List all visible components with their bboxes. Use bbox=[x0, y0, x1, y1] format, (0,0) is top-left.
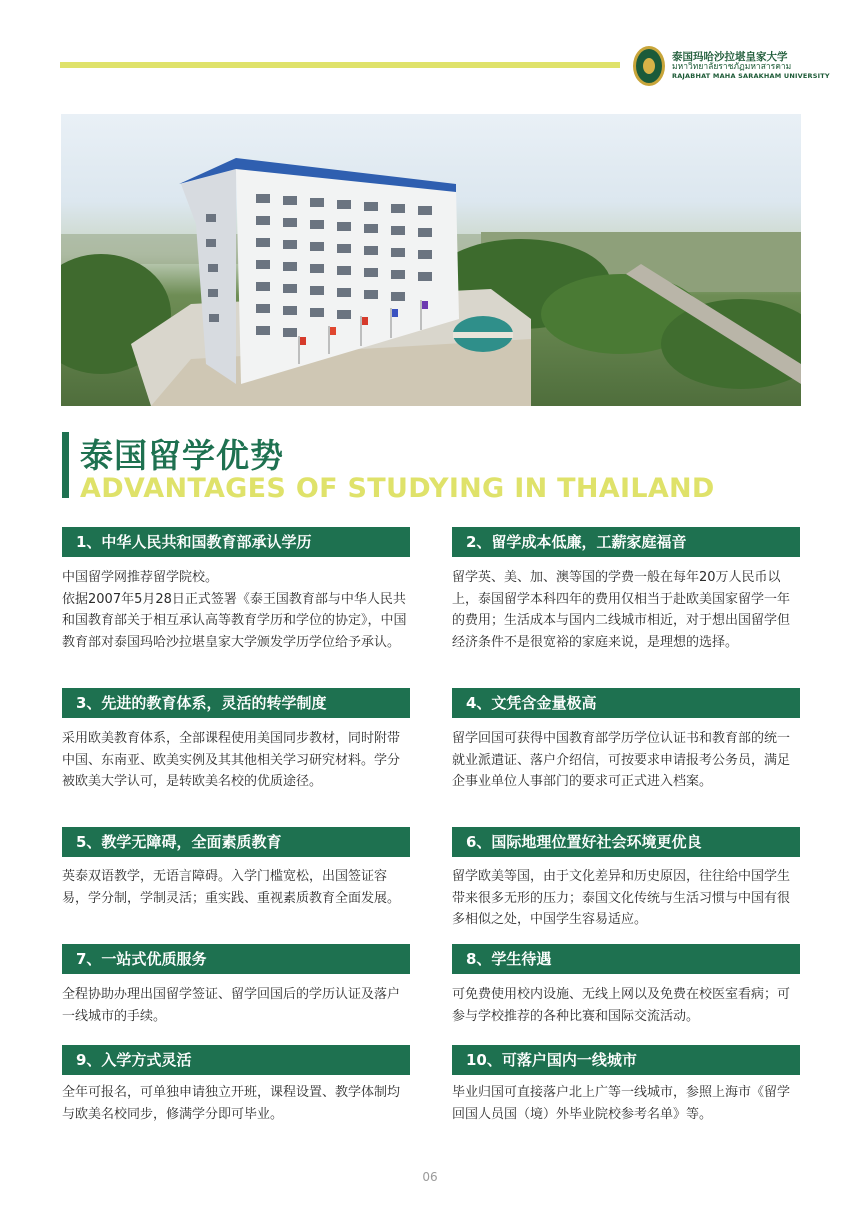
section-5-body: 英泰双语教学，无语言障碍。入学门槛宽松，出国签证容易，学分制，学制灵活；重实践、重视素质教育全面发展。 bbox=[62, 869, 401, 906]
title-accent-bar bbox=[62, 432, 69, 498]
section-1-body: 中国留学网推荐留学院校。 依据2007年5月28日正式签署《泰王国教育部与中华人民共和国教育部关于相互承认高等教育学历和学位的协定》，中国教育部对泰国玛哈沙拉堪皇家大学颁发学历学位给予承认。 bbox=[62, 570, 407, 650]
section-1-heading: 1、中华人民共和国教育部承认学历 bbox=[62, 527, 410, 557]
section-7-body: 全程协助办理出国留学签证、留学回国后的学历认证及落户一线城市的手续。 bbox=[62, 987, 401, 1024]
logo-name-english: RAJABHAT MAHA SARAKHAM UNIVERSITY bbox=[672, 72, 830, 80]
section-6-body: 留学欧美等国，由于文化差异和历史原因，往往给中国学生带来很多无形的压力；泰国文化传统与生活习惯与中国有很多相似之处，中国学生容易适应。 bbox=[452, 869, 791, 927]
page-number: 06 bbox=[422, 1170, 438, 1184]
header-accent-bar bbox=[60, 62, 620, 68]
section-8-heading: 8、学生待遇 bbox=[452, 944, 800, 974]
section-6-heading: 6、国际地理位置好社会环境更优良 bbox=[452, 827, 800, 857]
section-10-body: 毕业归国可直接落户北上广等一线城市，参照上海市《留学回国人员国（境）外毕业院校参考名单》等。 bbox=[452, 1085, 791, 1122]
logo-text bbox=[672, 52, 830, 81]
section-5-heading: 5、教学无障碍，全面素质教育 bbox=[62, 827, 410, 857]
university-seal-icon bbox=[633, 46, 665, 86]
section-9-heading: 9、入学方式灵活 bbox=[62, 1045, 410, 1075]
campus-illustration bbox=[61, 114, 801, 406]
section-2-body: 留学英、美、加、澳等国的学费一般在每年20万人民币以上，泰国留学本科四年的费用仅相当于赴欧美国家留学一年的费用；生活成本与国内二线城市相近，对于想出国留学但经济条件不是很宽裕的家庭来说，是理想的选择。 bbox=[452, 570, 791, 650]
section-8-body: 可免费使用校内设施、无线上网以及免费在校医室看病；可参与学校推荐的各种比赛和国际交流活动。 bbox=[452, 987, 791, 1024]
section-10-heading: 10、可落户国内一线城市 bbox=[452, 1045, 800, 1075]
logo-name-chinese: 泰国玛哈沙拉堪皇家大学 bbox=[672, 50, 788, 63]
section-3-body: 采用欧美教育体系，全部课程使用美国同步教材，同时附带中国、东南亚、欧美实例及其其他相关学习研究材料。学分被欧美大学认可，是转欧美名校的优质途径。 bbox=[62, 731, 401, 789]
page-title-english: ADVANTAGES OF STUDYING IN THAILAND bbox=[80, 473, 715, 504]
section-4-body: 留学回国可获得中国教育部学历学位认证书和教育部的统一就业派遣证、落户介绍信，可按要求申请报考公务员，满足企事业单位人事部门的要求可正式进入档案。 bbox=[452, 731, 791, 789]
campus-building-photo bbox=[61, 114, 801, 406]
logo-name-thai: มหาวิทยาลัยราชภัฏมหาสารคาม bbox=[672, 62, 792, 73]
university-logo bbox=[633, 44, 833, 88]
section-7-heading: 7、一站式优质服务 bbox=[62, 944, 410, 974]
section-4-heading: 4、文凭含金量极高 bbox=[452, 688, 800, 718]
section-3-heading: 3、先进的教育体系，灵活的转学制度 bbox=[62, 688, 410, 718]
section-9-body: 全年可报名，可单独申请独立开班，课程设置、教学体制均与欧美名校同步，修满学分即可毕业。 bbox=[62, 1085, 401, 1122]
section-2-heading: 2、留学成本低廉，工薪家庭福音 bbox=[452, 527, 800, 557]
page-title-chinese: 泰国留学优势 bbox=[80, 436, 284, 475]
